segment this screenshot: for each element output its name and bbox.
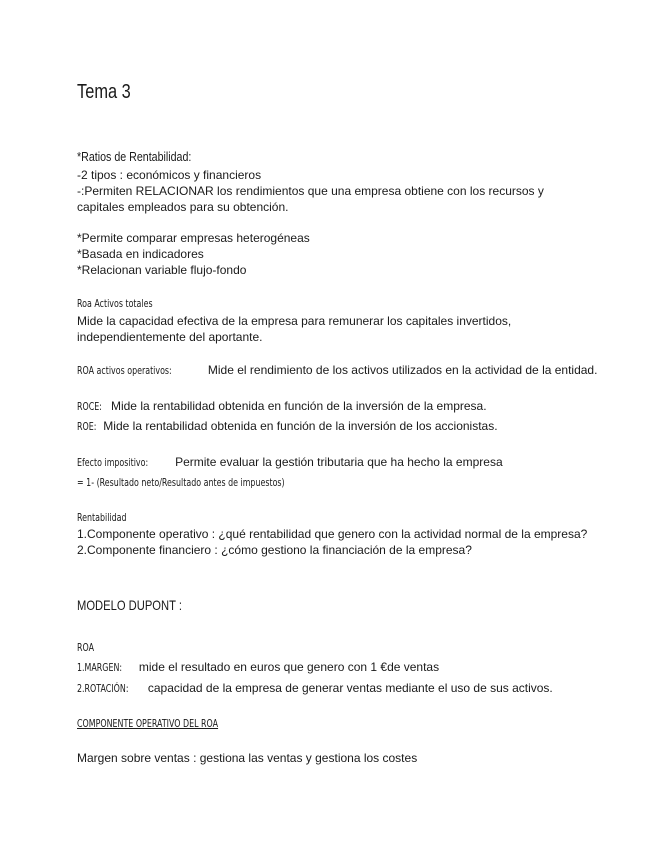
rotacion-label: 2.ROTACIÓN: — [77, 682, 129, 695]
bullet-item: *Basada en indicadores — [77, 247, 204, 261]
roa-totales-line-2: independientemente del aportante. — [77, 330, 263, 344]
dupont-heading: MODELO DUPONT : — [77, 597, 182, 613]
roe-text: Mide la rentabilidad obtenida en función de la inversión de los accionistas. — [99, 419, 498, 433]
rotacion-text: capacidad de la empresa de generar ventas mediante el uso de sus activos. — [144, 681, 553, 695]
margen-definition — [77, 660, 439, 675]
margen-text: mide el resultado en euros que genero con 1 €de ventas — [135, 660, 440, 674]
roe-definition — [77, 419, 498, 434]
roa-operativos-definition — [77, 363, 597, 378]
efecto-text: Permite evaluar la gestión tributaria que ha hecho la empresa — [171, 455, 503, 469]
roce-label: ROCE: — [77, 400, 102, 413]
roa-operativos-label: ROA activos operativos: — [77, 364, 172, 377]
efecto-label: Efecto impositivo: — [77, 456, 149, 469]
roce-text: Mide la rentabilidad obtenida en función de la inversión de la empresa. — [107, 399, 487, 413]
rentabilidad-line-2: 2.Componente financiero : ¿cómo gestiono la financiación de la empresa? — [77, 543, 472, 557]
roa-totales-line-1: Mide la capacidad efectiva de la empresa para remunerar los capitales invertidos, — [77, 314, 512, 328]
dupont-roa-heading: ROA — [77, 641, 95, 654]
ratios-line-1: -2 tipos : económicos y financieros — [77, 168, 262, 182]
efecto-definition — [77, 455, 503, 470]
efecto-formula: = 1- (Resultado neto/Resultado antes de impuestos) — [77, 476, 285, 489]
rentabilidad-line-1: 1.Componente operativo : ¿qué rentabilidad que genero con la actividad normal de la empresa? — [77, 527, 588, 541]
ratios-heading: *Ratios de Rentabilidad: — [77, 149, 192, 164]
ratios-line-3: capitales empleados para su obtención. — [77, 200, 289, 214]
page-title: Tema 3 — [77, 81, 131, 103]
roe-label: ROE: — [77, 420, 97, 433]
bullet-item: *Permite comparar empresas heterogéneas — [77, 231, 310, 245]
roce-definition — [77, 399, 487, 414]
margen-ventas-line: Margen sobre ventas : gestiona las ventas y gestiona los costes — [77, 751, 418, 765]
rentabilidad-heading: Rentabilidad — [77, 511, 127, 524]
bullet-item: *Relacionan variable flujo-fondo — [77, 263, 247, 277]
ratios-line-2: -:Permiten RELACIONAR los rendimientos que una empresa obtiene con los recursos y — [77, 184, 544, 198]
roa-totales-heading: Roa Activos totales — [77, 297, 153, 310]
roa-operativos-text: Mide el rendimiento de los activos utilizados en la actividad de la entidad. — [204, 363, 598, 377]
rotacion-definition — [77, 681, 553, 696]
componente-operativo-heading: COMPONENTE OPERATIVO DEL ROA — [77, 717, 219, 730]
margen-label: 1.MARGEN: — [77, 661, 123, 674]
